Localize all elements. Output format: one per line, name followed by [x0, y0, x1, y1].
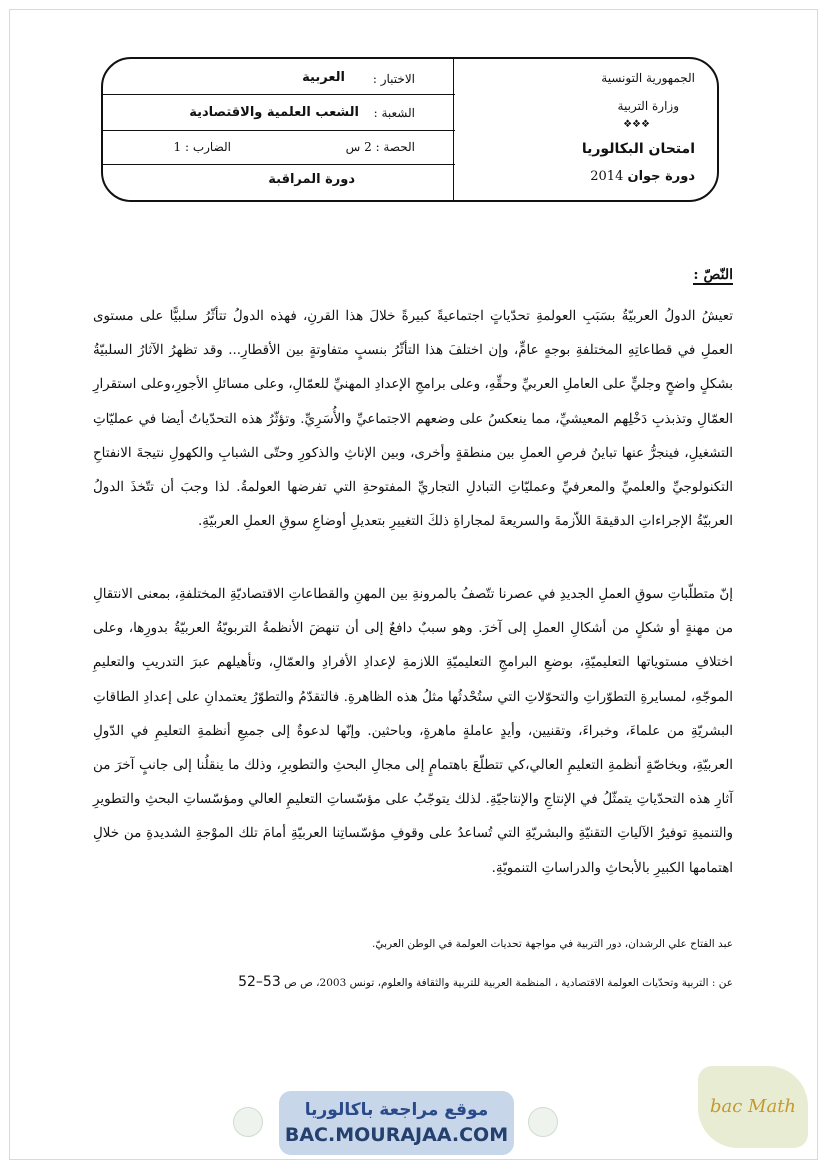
source-reference — [238, 974, 733, 990]
source-reference-text: عن : التربية وتحدّيات العولمة الاقتصادية ، المنظمة العربية للتربية والثقافة والعلوم، تونس 2003، ص ص — [284, 977, 733, 989]
header-institution-panel — [453, 59, 717, 200]
duration: الحصة : 2 س — [345, 140, 415, 154]
session-label: دورة جوان — [627, 169, 695, 184]
section-title: النّصّ : — [693, 267, 733, 283]
subject-row — [103, 59, 455, 95]
branch-label: الشعبة : — [373, 106, 415, 120]
book-logo-icon-right — [528, 1107, 558, 1137]
paragraph-2: إنّ متطلّباتِ سوقِ العملِ الجديدِ في عصرنا تتّصفُ بالمرونةِ بين المهنِ والقطاعاتِ الاقتصاديّةِ المختلفةِ، بمعنى الانتقالِ من مهنةٍ أو شكلٍ من أشكالِ العملِ إلى آخرَ. وهو سببٌ دافعٌ إلى أن تنهضَ الأنظمةُ التربويّةُ العربيّةُ بدورِها، وعلى اختلافِ مستوياتها التعليميّةِ، بوضعِ البرامجِ التعليميّةِ اللازمةِ لإعدادِ الأفرادِ والعمّالِ، وتأهيلهم عبرَ التدريبِ والتعليمِ الموجّهِ، لمسايرةِ التطوّراتِ والتحوّلاتِ التي ستُحْدثُها مثلُ هذه الظاهرةِ. فالتقدّمُ والتطوّرُ يعتمدانِ على إعدادِ الطاقاتِ البشريّةِ من علماءَ، وخبراءَ، وتقنيين، وأيدٍ عاملةٍ ماهرةٍ، وباحثين. وإنّها لدعوةٌ إلى جميعِ أنظمةِ التعليمِ في الدّولِ العربيّةِ، وبخاصّةٍ أنظمةِ التعليمِ العالي،كي تتطلّعَ باهتمامٍ إلى مجالِ البحثِ والتطويرِ، وذلك ما ينقلُنا إلى جانبٍ آخرَ من آثارِ هذه التحدّياتِ يتمثّلُ في الإنتاجِ والإنتاجيّةِ. لذلك يتوجّبُ على مؤسّساتِ التعليمِ العالي ومؤسّساتِ البحثِ والتطويرِ والتنميةِ توفيرُ الآلياتِ التقنيّةِ والبشريّةِ التي تُساعدُ على وقوفِ مؤسّساتِنا العربيّةِ أمامَ تلك الموْجةِ الشديدةِ من خلالِ اهتمامها الكبيرِ بالأبحاثِ والدراساتِ التنمويّةِ. — [93, 587, 733, 876]
site-url[interactable]: BAC.MOURAJAA.COM — [284, 1124, 509, 1146]
exam-title: امتحان البكالوريا — [581, 141, 695, 157]
duration-row — [103, 131, 455, 165]
header-exam-panel — [103, 59, 455, 200]
site-name: موقع مراجعة باكالوريا — [304, 1100, 489, 1120]
exam-header — [101, 57, 719, 202]
republic-label: الجمهورية التونسية — [601, 71, 695, 85]
subject-value: العربية — [302, 70, 345, 85]
ministry-label: وزارة التربية — [617, 99, 679, 113]
book-logo-icon — [233, 1107, 263, 1137]
bac-math-logo: bac Math — [698, 1066, 808, 1148]
subject-label: الاختبار : — [372, 72, 415, 86]
session-year: 2014 — [590, 169, 624, 184]
source-author: عبد الفتاح علي الرشدان، دور التربية في مواجهة تحديات العولمة في الوطن العربيّ. — [372, 938, 733, 950]
control-session: دورة المراقبة — [268, 172, 355, 187]
paragraph-1: تعيشُ الدولُ العربيّةُ بسَبَبِ العولمةِ تحدّياتٍ اجتماعيةً كبيرةً خلالَ هذا القرنِ، فهذه الدولُ تتأثّرُ سلبيًّا على مستوى العملِ في قطاعاتِهِ المختلفةِ بوجهٍ عامٍّ، وإن اختلفَ هذا التأثّرُ بنسبٍ متفاوتةٍ بين الأقطارِ... وقد تظهرُ الآثارُ السلبيّةُ بشكلٍ واضحٍ وجليٍّ على العاملِ العربيِّ وحقِّهِ، وعلى برامجِ الإعدادِ المهنيِّ للعمّالِ، وعلى مسائلِ الأجورِ،وعلى استقرارِ العمّالِ وتذبذبِ دَخْلِهم المعيشيِّ، مما ينعكسُ على وضعهم الاجتماعيِّ والأُسَرِيِّ. وتؤثّرُ هذه التحدّياتُ أيضا في عمليّاتِ التشغيلِ، فينجرُّ عنها تباينُ فرصِ العملِ بين منطقةٍ وأخرى، وبين الإناثِ والذكورِ وحتّى الشبابِ والكهولِ نتيجةَ الانفتاحِ التكنولوجيِّ والعلميِّ والمعرفيِّ وعمليّاتِ التبادلِ التجاريِّ المفتوحةِ التي تفرضها العولمةُ. لذا وجبَ أن تتّخذَ الدولُ العربيّةُ الإجراءاتِ الدقيقةَ اللاّزمةَ والسريعةَ لمجاراةِ ذلكَ التغييرِ بتعديلِ أوضاعِ سوقِ العملِ العربيّةِ. — [93, 309, 733, 530]
branch-row — [103, 95, 455, 131]
ornament: ❖❖❖ — [623, 119, 650, 130]
session-date — [590, 169, 695, 184]
site-banner[interactable] — [279, 1091, 514, 1155]
branch-value: الشعب العلمية والاقتصادية — [189, 105, 359, 120]
coefficient: الضارب : 1 — [173, 140, 231, 154]
source-pages: 52–53 — [238, 974, 281, 990]
